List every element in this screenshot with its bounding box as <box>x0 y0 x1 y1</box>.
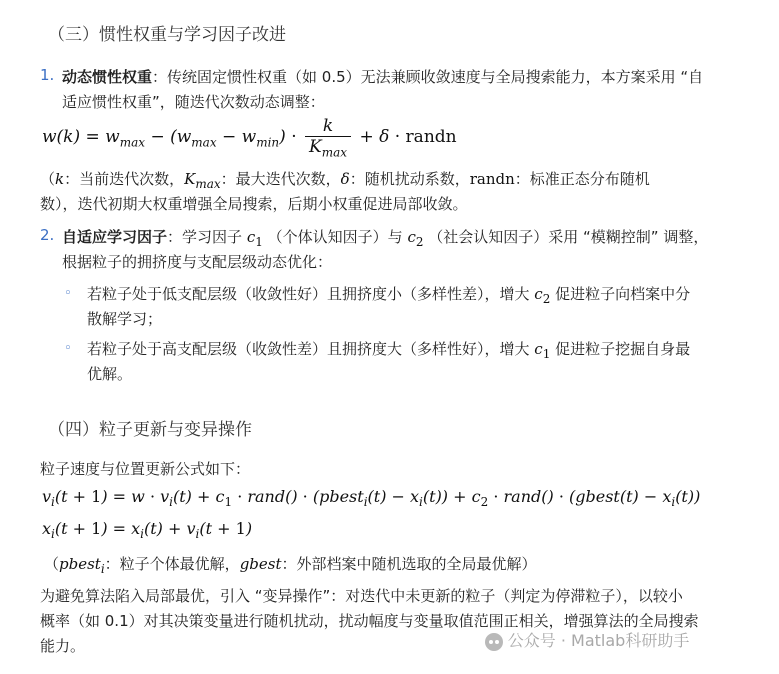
list-item-line: 自适应学习因子：学习因子 $c_1$ （个体认知因子）与 $c_2$ （社会认知因子）采用 “模糊控制” 调整， <box>62 228 709 249</box>
item-text: ：传统固定惯性权重（如 0.5）无法兼顾收敛速度与全局搜索能力，本方案采用 “自 <box>152 68 704 86</box>
item-text: 适应惯性权重”，随迭代次数动态调整： <box>62 93 325 111</box>
formula-note: （pbest$_i$：粒子个体最优解，gbest：外部档案中随机选取的全局最优解） <box>44 555 537 576</box>
paragraph: 为避免算法陷入局部最优，引入 “变异操作”：对迭代中未更新的粒子（判定为停滞粒子），以较小 <box>40 587 683 605</box>
paragraph: 粒子速度与位置更新公式如下： <box>40 460 251 478</box>
paragraph: 概率（如 0.1）对其决策变量进行随机扰动，扰动幅度与变量取值范围正相关，增强算法的全局搜索 <box>40 612 699 630</box>
list-item-line <box>62 66 703 87</box>
velocity-formula: $v_i(t + 1) = w \cdot v_i(t) + c_1$ · rand() · (pbest$_i$(t) − $x_i(t)) + c_2$ · rand() · (gbest(t) − $x_i(t)$) <box>42 487 701 510</box>
paragraph: 能力。 <box>40 637 86 655</box>
watermark: 公众号 · Matlab科研助手 <box>485 628 689 651</box>
item-title: 动态惯性权重 <box>62 68 153 86</box>
item-title: 自适应学习因子 <box>62 228 168 246</box>
sub-item: 若粒子处于低支配层级（收敛性好）且拥挤度小（多样性差），增大 $c_2$ 促进粒子向档案中分 <box>87 285 691 306</box>
inertia-weight-formula: $w(k) = w_{max} - (w_{max} - w_{min})$ · $\frac{k}{K_{max}}$ + δ · randn <box>42 116 457 160</box>
item-text: 根据粒子的拥挤度与支配层级动态优化： <box>62 253 333 271</box>
list-number: 2. <box>40 226 55 244</box>
sub-item: 优解。 <box>87 365 133 383</box>
wechat-logo-icon <box>485 633 503 651</box>
position-formula: $x_i(t + 1) = x_i(t) + v_i(t + 1)$ <box>42 519 253 542</box>
sub-item: 若粒子处于高支配层级（收敛性差）且拥挤度大（多样性好），增大 $c_1$ 促进粒子挖掘自身最 <box>87 340 691 361</box>
sub-item: 散解学习； <box>87 310 163 328</box>
section-heading: （三）惯性权重与学习因子改进 <box>48 25 286 45</box>
formula-note: （k：当前迭代次数，$K_{max}$：最大迭代次数，δ：随机扰动系数，randn：标准正态分布随机 <box>40 170 650 191</box>
formula-note: 数），迭代初期大权重增强全局搜索，后期小权重促进局部收敛。 <box>40 195 468 213</box>
bullet-icon: ◦ <box>64 286 72 301</box>
section-heading: （四）粒子更新与变异操作 <box>48 420 252 440</box>
list-number: 1. <box>40 66 55 84</box>
bullet-icon: ◦ <box>64 341 72 356</box>
